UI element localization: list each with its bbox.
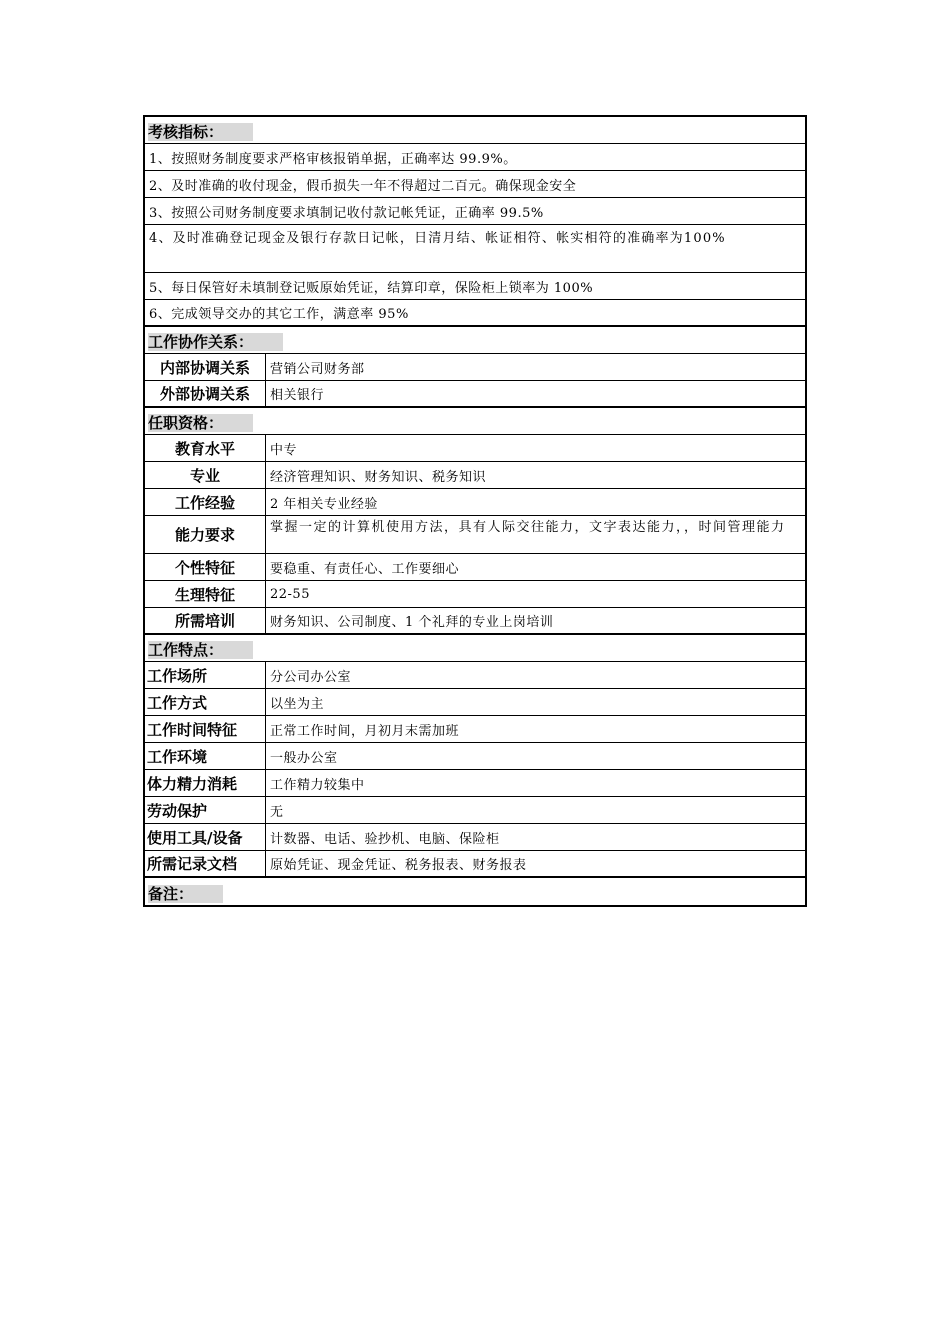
qualification-row — [145, 489, 805, 516]
field-label: 使用工具/设备 — [145, 824, 266, 850]
field-value: 22-55 — [270, 586, 310, 602]
qualification-row — [145, 554, 805, 581]
qualification-row — [145, 581, 805, 608]
field-value: 掌握一定的计算机使用方法，具有人际交往能力，文字表达能力，，时间管理能力 — [270, 520, 786, 535]
field-label: 所需记录文档 — [145, 851, 266, 876]
field-label: 工作方式 — [145, 689, 266, 715]
assessment-item — [145, 144, 805, 171]
feature-row — [145, 770, 805, 797]
field-label: 工作环境 — [145, 743, 266, 769]
field-value: 原始凭证、现金凭证、税务报表、财务报表 — [270, 858, 527, 873]
field-value: 经济管理知识、财务知识、税务知识 — [270, 469, 487, 485]
field-value: 以坐为主 — [270, 696, 325, 712]
field-value: 中专 — [270, 442, 298, 458]
field-value: 工作精力较集中 — [270, 777, 365, 793]
section-header-qualification — [145, 408, 805, 435]
job-description-table — [143, 115, 807, 907]
assessment-item — [145, 171, 805, 198]
field-label: 工作场所 — [145, 662, 266, 688]
feature-row — [145, 851, 805, 878]
field-value: 无 — [270, 804, 284, 820]
field-value: 要稳重、有责任心、工作要细心 — [270, 561, 460, 577]
feature-row — [145, 662, 805, 689]
feature-row — [145, 716, 805, 743]
field-value: 营销公司财务部 — [270, 361, 365, 377]
field-value: 计数器、电话、验抄机、电脑、保险柜 — [270, 831, 500, 847]
field-value: 正常工作时间，月初月末需加班 — [270, 723, 460, 739]
field-label: 所需培训 — [145, 608, 266, 633]
assessment-item-text: 5、每日保管好未填制登记贩原始凭证，结算印章，保险柜上锁率为 100% — [149, 280, 594, 296]
section-title: 工作协作关系： — [148, 333, 283, 351]
field-label: 专业 — [145, 462, 266, 488]
section-title: 考核指标： — [148, 123, 253, 141]
section-header-features — [145, 635, 805, 662]
qualification-row — [145, 435, 805, 462]
section-header-cooperation — [145, 327, 805, 354]
field-label: 内部协调关系 — [145, 354, 266, 380]
section-header-assessment — [145, 117, 805, 144]
section-title: 工作特点： — [148, 641, 253, 659]
assessment-item-text: 3、按照公司财务制度要求填制记收付款记帐凭证，正确率 99.5% — [149, 205, 544, 221]
field-value: 相关银行 — [270, 388, 325, 403]
assessment-item — [145, 225, 805, 273]
field-label: 能力要求 — [145, 516, 266, 553]
field-label: 劳动保护 — [145, 797, 266, 823]
assessment-item-text: 4、及时准确登记现金及银行存款日记帐，日清月结、帐证相符、帐实相符的准确率为100% — [149, 231, 726, 246]
qualification-row — [145, 608, 805, 635]
field-value: 分公司办公室 — [270, 669, 352, 685]
cooperation-row — [145, 381, 805, 408]
feature-row — [145, 797, 805, 824]
assessment-item — [145, 300, 805, 327]
assessment-item — [145, 198, 805, 225]
field-value: 2 年相关专业经验 — [270, 496, 378, 512]
assessment-item-text: 6、完成领导交办的其它工作，满意率 95% — [149, 307, 409, 322]
feature-row — [145, 743, 805, 770]
section-title: 任职资格： — [148, 414, 253, 432]
section-header-remarks — [145, 878, 805, 905]
assessment-item-text: 2、及时准确的收付现金，假币损失一年不得超过二百元。确保现金安全 — [149, 178, 577, 194]
field-label: 教育水平 — [145, 435, 266, 461]
field-value: 一般办公室 — [270, 750, 338, 766]
cooperation-row — [145, 354, 805, 381]
assessment-item-text: 1、按照财务制度要求严格审核报销单据，正确率达 99.9%。 — [149, 151, 517, 167]
feature-row — [145, 689, 805, 716]
field-label: 体力精力消耗 — [145, 770, 266, 796]
qualification-row — [145, 516, 805, 554]
field-label: 工作时间特征 — [145, 716, 266, 742]
field-label: 工作经验 — [145, 489, 266, 515]
feature-row — [145, 824, 805, 851]
qualification-row — [145, 462, 805, 489]
section-title: 备注： — [148, 885, 223, 903]
field-label: 个性特征 — [145, 554, 266, 580]
assessment-item — [145, 273, 805, 300]
field-label: 生理特征 — [145, 581, 266, 607]
field-label: 外部协调关系 — [145, 381, 266, 406]
field-value: 财务知识、公司制度、1 个礼拜的专业上岗培训 — [270, 615, 554, 630]
